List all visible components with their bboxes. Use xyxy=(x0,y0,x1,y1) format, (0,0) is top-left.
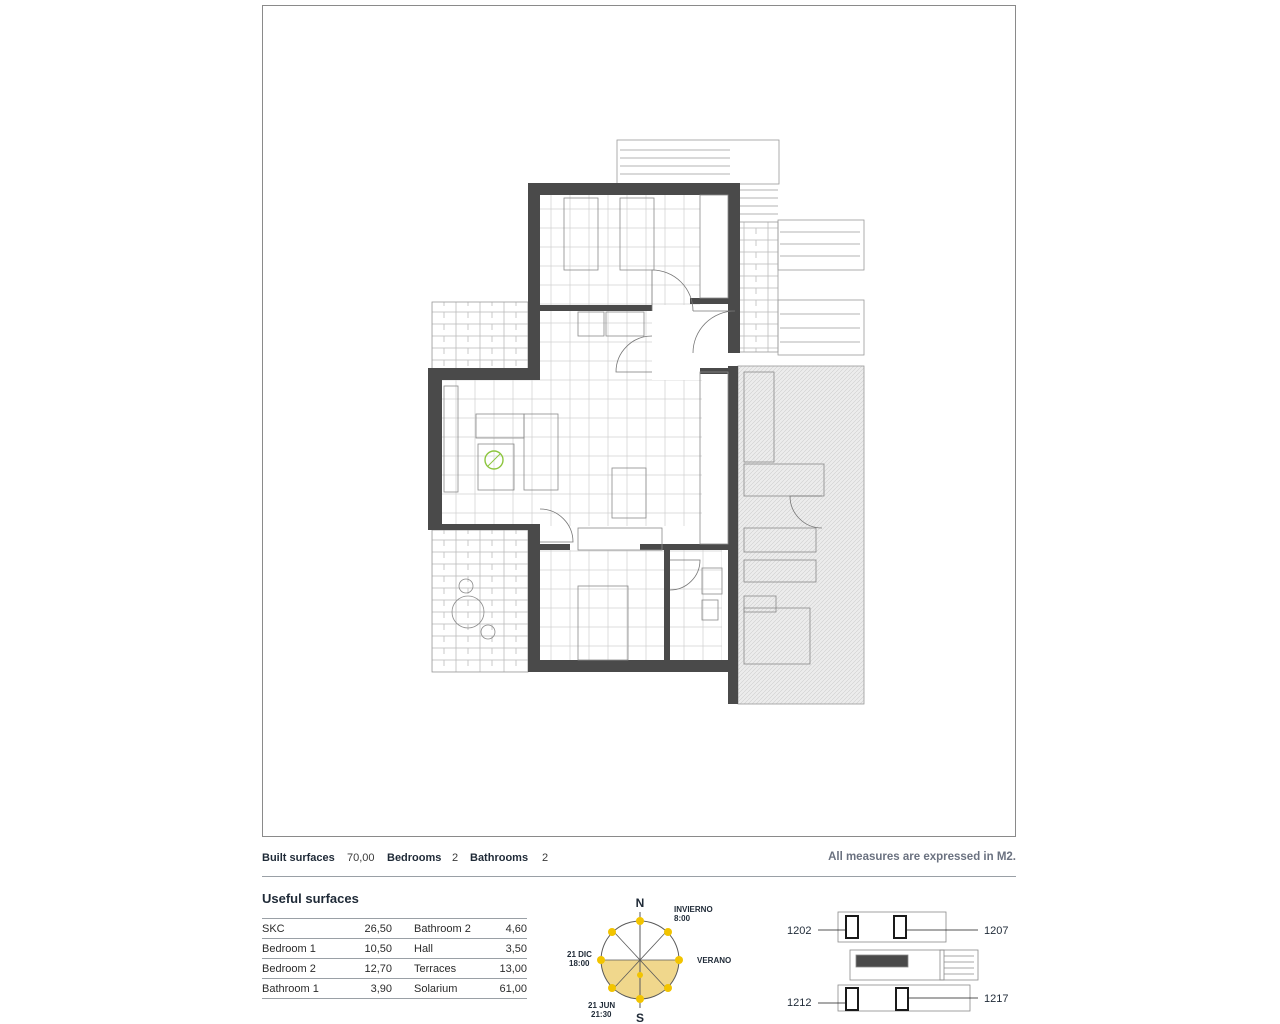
built-surfaces-value: 70,00 xyxy=(347,852,375,864)
wardrobe-1 xyxy=(700,195,728,298)
kitchen-counter xyxy=(700,372,728,544)
room-area: 12,70 xyxy=(342,959,392,979)
compass-ring xyxy=(601,921,679,999)
room-area: 4,60 xyxy=(494,919,527,939)
sun-marker-icon xyxy=(597,956,605,964)
invierno-label: INVIERNO xyxy=(674,905,713,914)
room-name: Bedroom 2 xyxy=(262,959,342,979)
skc-floor xyxy=(442,380,702,526)
room-area: 10,50 xyxy=(342,939,392,959)
room-name: Solarium xyxy=(414,979,494,999)
dic-time: 18:00 xyxy=(569,959,590,968)
bathroom-1-floor xyxy=(540,310,652,380)
room-name: Bedroom 1 xyxy=(262,939,342,959)
room-area: 3,90 xyxy=(342,979,392,999)
leader-lines xyxy=(818,930,978,1003)
south-label: S xyxy=(635,1011,645,1024)
sun-marker-icon xyxy=(608,984,616,992)
useful-surfaces-title: Useful surfaces xyxy=(262,891,359,906)
measures-note: All measures are expressed in M2. xyxy=(828,851,1016,863)
diagonal-axis-2 xyxy=(614,932,666,988)
jun-time: 21:30 xyxy=(591,1010,612,1019)
bathrooms-label: Bathrooms xyxy=(470,852,529,864)
room-area: 61,00 xyxy=(494,979,527,999)
unit-1202 xyxy=(846,916,858,938)
terrace-side xyxy=(738,222,778,352)
invierno-time: 8:00 xyxy=(674,914,691,923)
bathrooms-value: 2 xyxy=(542,852,549,864)
table-row xyxy=(262,919,527,939)
summer-sun-sector xyxy=(601,960,679,999)
sun-markers xyxy=(597,917,683,1003)
sun-marker-icon xyxy=(664,984,672,992)
table-row xyxy=(262,979,527,999)
table-row xyxy=(262,959,527,979)
room-area: 26,50 xyxy=(342,919,392,939)
terrace-upper xyxy=(432,302,528,372)
bedroom-2-floor xyxy=(540,550,664,660)
unit-label: 1212 xyxy=(787,997,812,1009)
key-plan-outline xyxy=(838,912,978,1011)
sun-marker-icon xyxy=(675,956,683,964)
useful-surfaces-table xyxy=(262,918,527,999)
highlighted-units xyxy=(846,916,908,1010)
bedrooms-value: 2 xyxy=(452,852,459,864)
sun-marker-icon xyxy=(664,928,672,936)
diagonal-axis-1 xyxy=(614,932,666,988)
divider xyxy=(262,876,1016,877)
verano-label: VERANO xyxy=(697,956,732,965)
built-surfaces-label: Built surfaces xyxy=(262,852,335,864)
sun-marker-icon xyxy=(636,917,644,925)
adjacent-unit-area xyxy=(738,366,864,704)
room-name: Bathroom 1 xyxy=(262,979,342,999)
sun-marker-icon xyxy=(636,995,644,1003)
room-name: Terraces xyxy=(414,959,494,979)
sun-marker-icon xyxy=(608,928,616,936)
room-name: SKC xyxy=(262,919,342,939)
room-area: 13,00 xyxy=(494,959,527,979)
north-label: N xyxy=(635,896,645,910)
room-name: Bathroom 2 xyxy=(414,919,494,939)
room-area: 3,50 xyxy=(494,939,527,959)
unit-1217 xyxy=(896,988,908,1010)
bathroom-2-floor xyxy=(668,550,722,660)
sun-marker-icon xyxy=(637,972,643,978)
unit-label: 1207 xyxy=(984,925,1009,937)
unit-1207 xyxy=(894,916,906,938)
room-name: Hall xyxy=(414,939,494,959)
unit-1212 xyxy=(846,988,858,1010)
dic-label: 21 DIC xyxy=(567,950,592,959)
jun-label: 21 JUN xyxy=(588,1001,616,1010)
unit-label: 1202 xyxy=(787,925,812,937)
bedrooms-label: Bedrooms xyxy=(387,852,442,864)
table-row xyxy=(262,939,527,959)
unit-label: 1217 xyxy=(984,993,1009,1005)
summary-bar xyxy=(262,850,1016,868)
